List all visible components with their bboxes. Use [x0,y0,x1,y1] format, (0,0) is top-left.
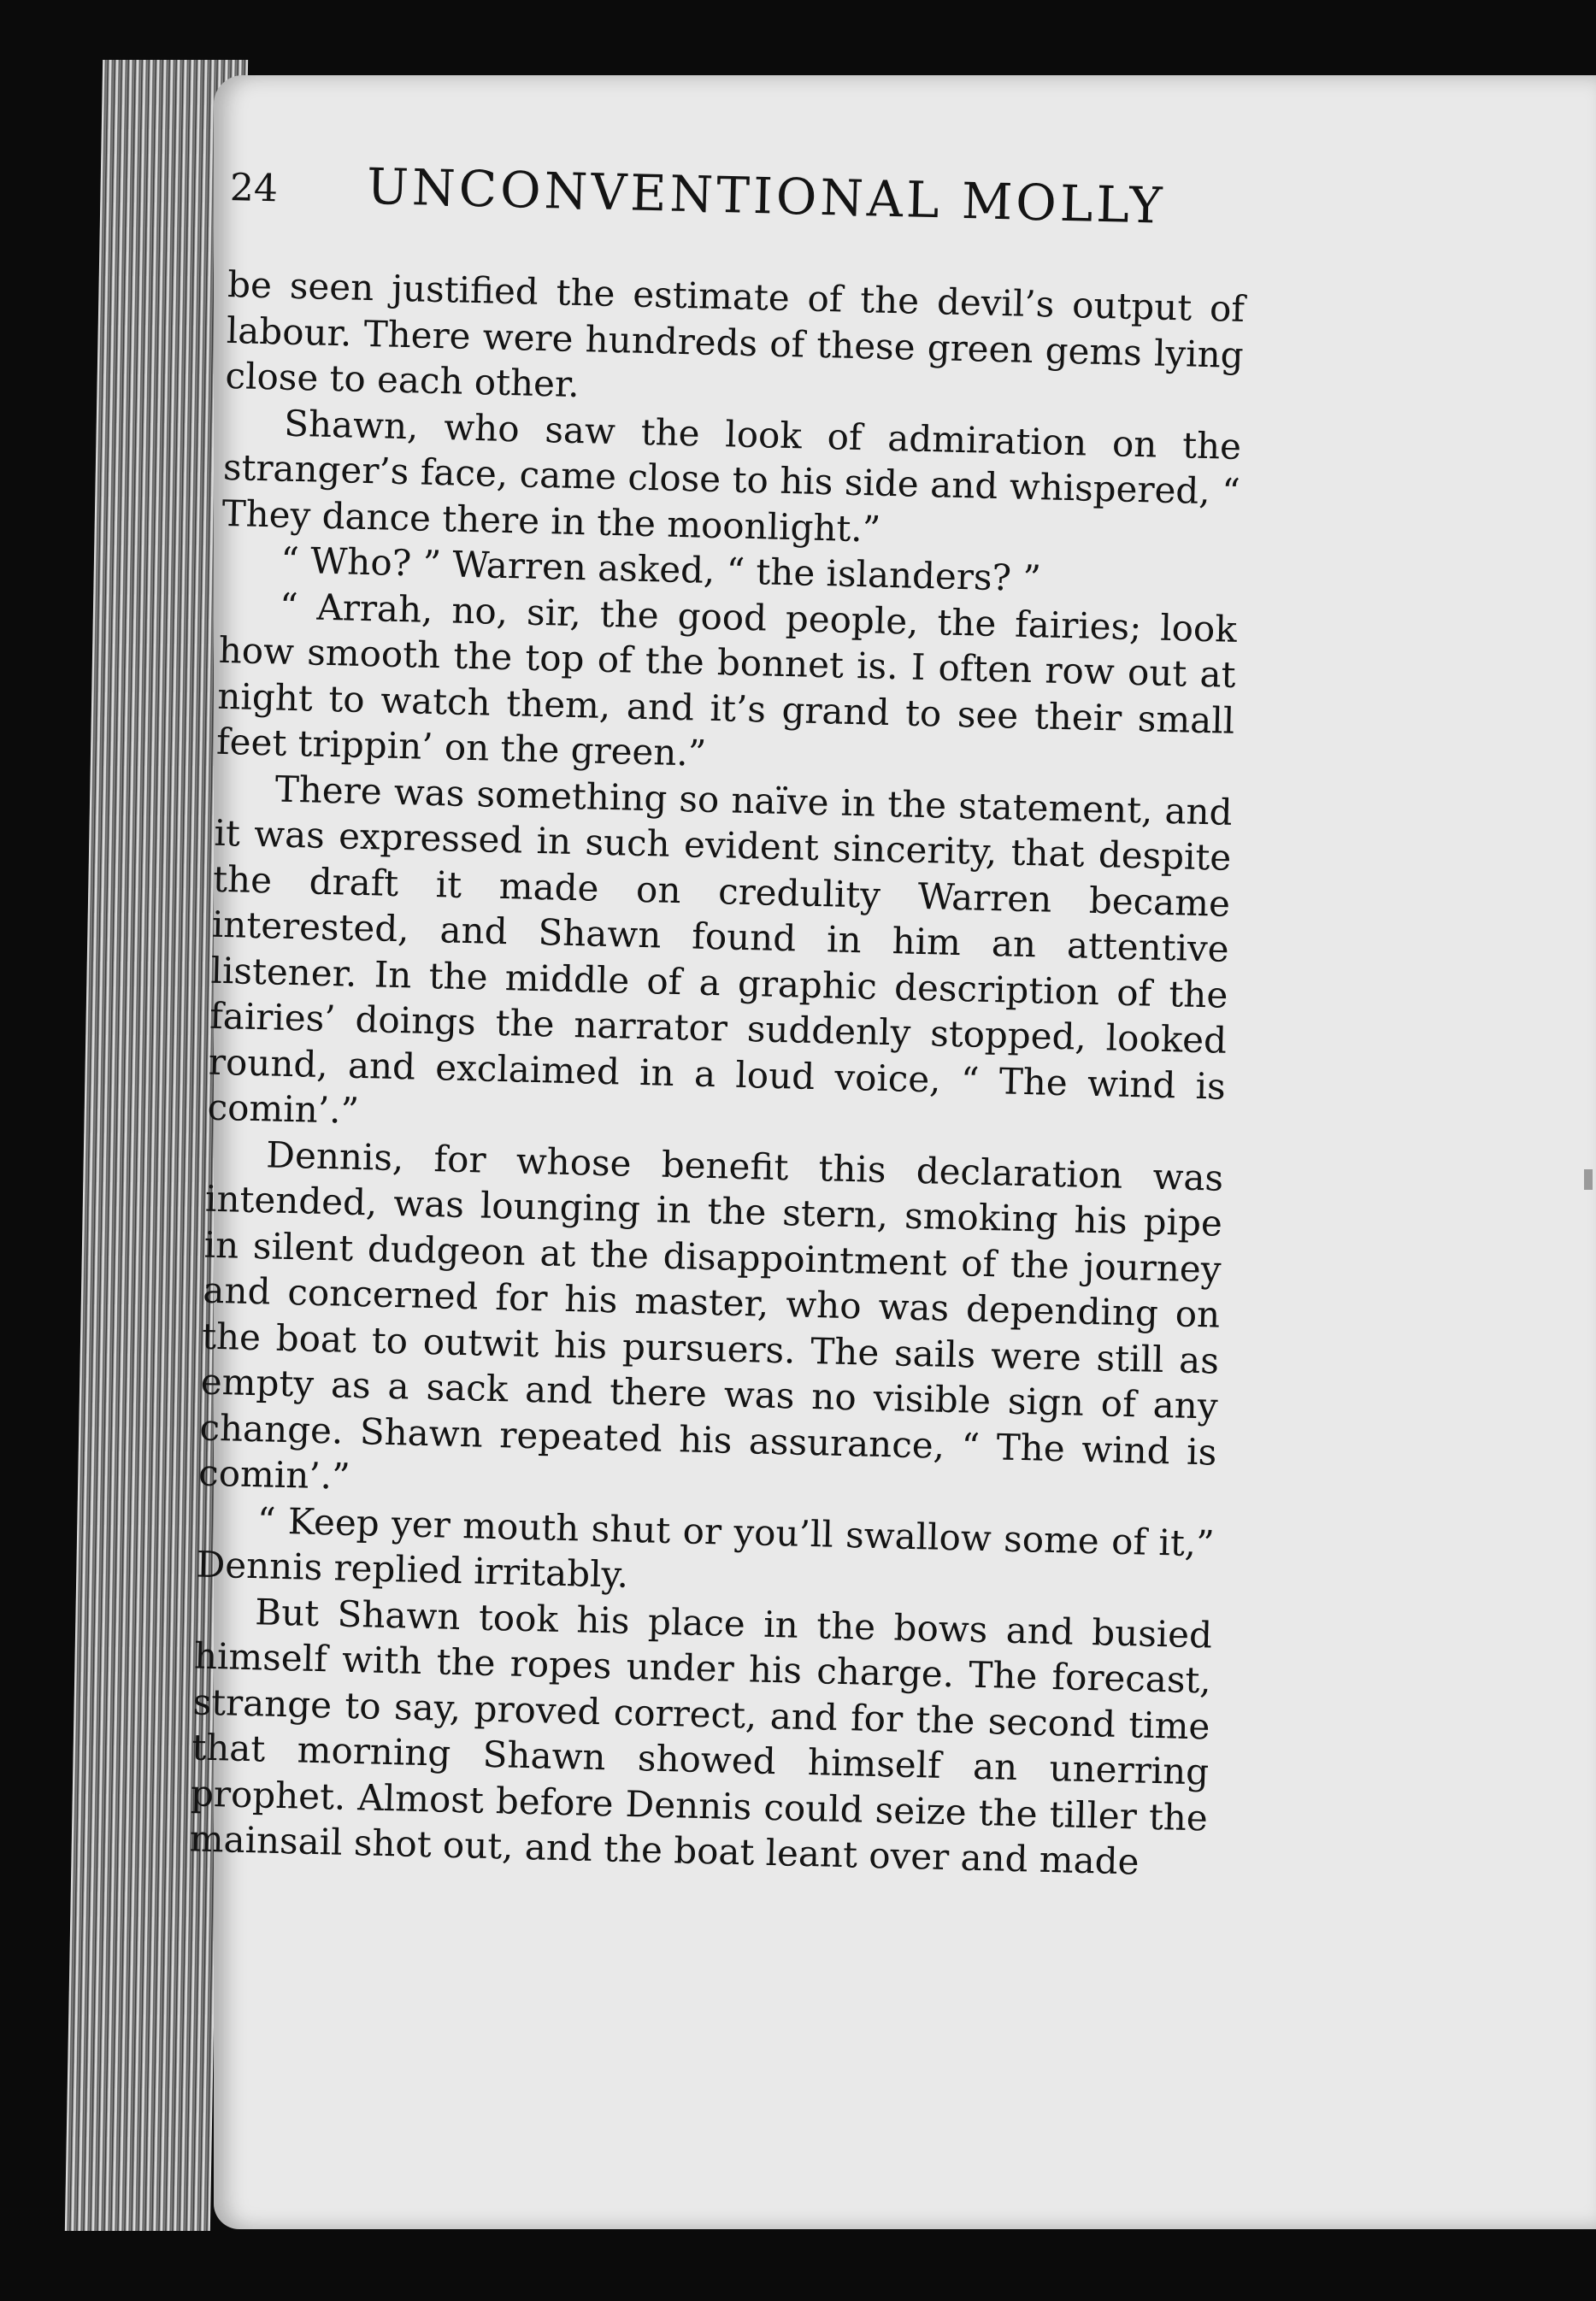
paragraph: be seen justified the estimate of the devil’s output of labour. There were hundreds of these green gems lying close to each other. [225,262,1246,406]
paragraph: “ Arrah, no, sir, the good people, the fairies; look how smooth the top of the bonnet is. I often row out at night to watch them, and it’s grand to see their small feet trippin’ on the green.” [215,585,1238,774]
page-content [189,154,1247,1886]
paragraph: Shawn, who saw the look of admiration on the stranger’s face, came close to his side and whispered, “ They dance there in the moonlight.” [221,402,1242,550]
running-title: UNCONVENTIONAL MOLLY [366,156,1167,235]
paragraph: “ Keep yer mouth shut or you’ll swallow some of it,” Dennis replied irritably. [196,1498,1216,1596]
paragraph: But Shawn took his place in the bows and busied himself with the ropes under his charge. The forecast, strange to say, proved correct, and for the second time that morning Shawn showed himself an unerring prophet. Almost before Dennis could seize the tiller the mainsail shot out, and the boat leant over and made [189,1590,1213,1883]
paragraph: “ Who? ” Warren asked, “ the islanders? ” [280,538,1042,600]
paragraph: There was something so naïve in the statement, and it was expressed in such evident sincerity, that despite the draft it made on credulity Warren became interested, and Shawn found in him an attentive listener. In the middle of a graphic description of the fairies’ doings the narrator suddenly stopped, looked round, and exclaimed in a loud voice, “ The wind is comin’.” [207,767,1234,1132]
page-edge-mark [1584,1169,1593,1190]
page-number: 24 [229,165,279,211]
body-text [189,262,1245,1886]
paragraph: Dennis, for whose benefit this declaration was intended, was lounging in the stern, smoking his pipe in silent dudgeon at the disappointment of the journey and concerned for his master, who was depending on the boat to outwit his pursuers. The sails were still as empty as a sack and there was no visible sign of any change. Shawn repeated his assurance, “ The wind is comin’.” [197,1133,1224,1498]
